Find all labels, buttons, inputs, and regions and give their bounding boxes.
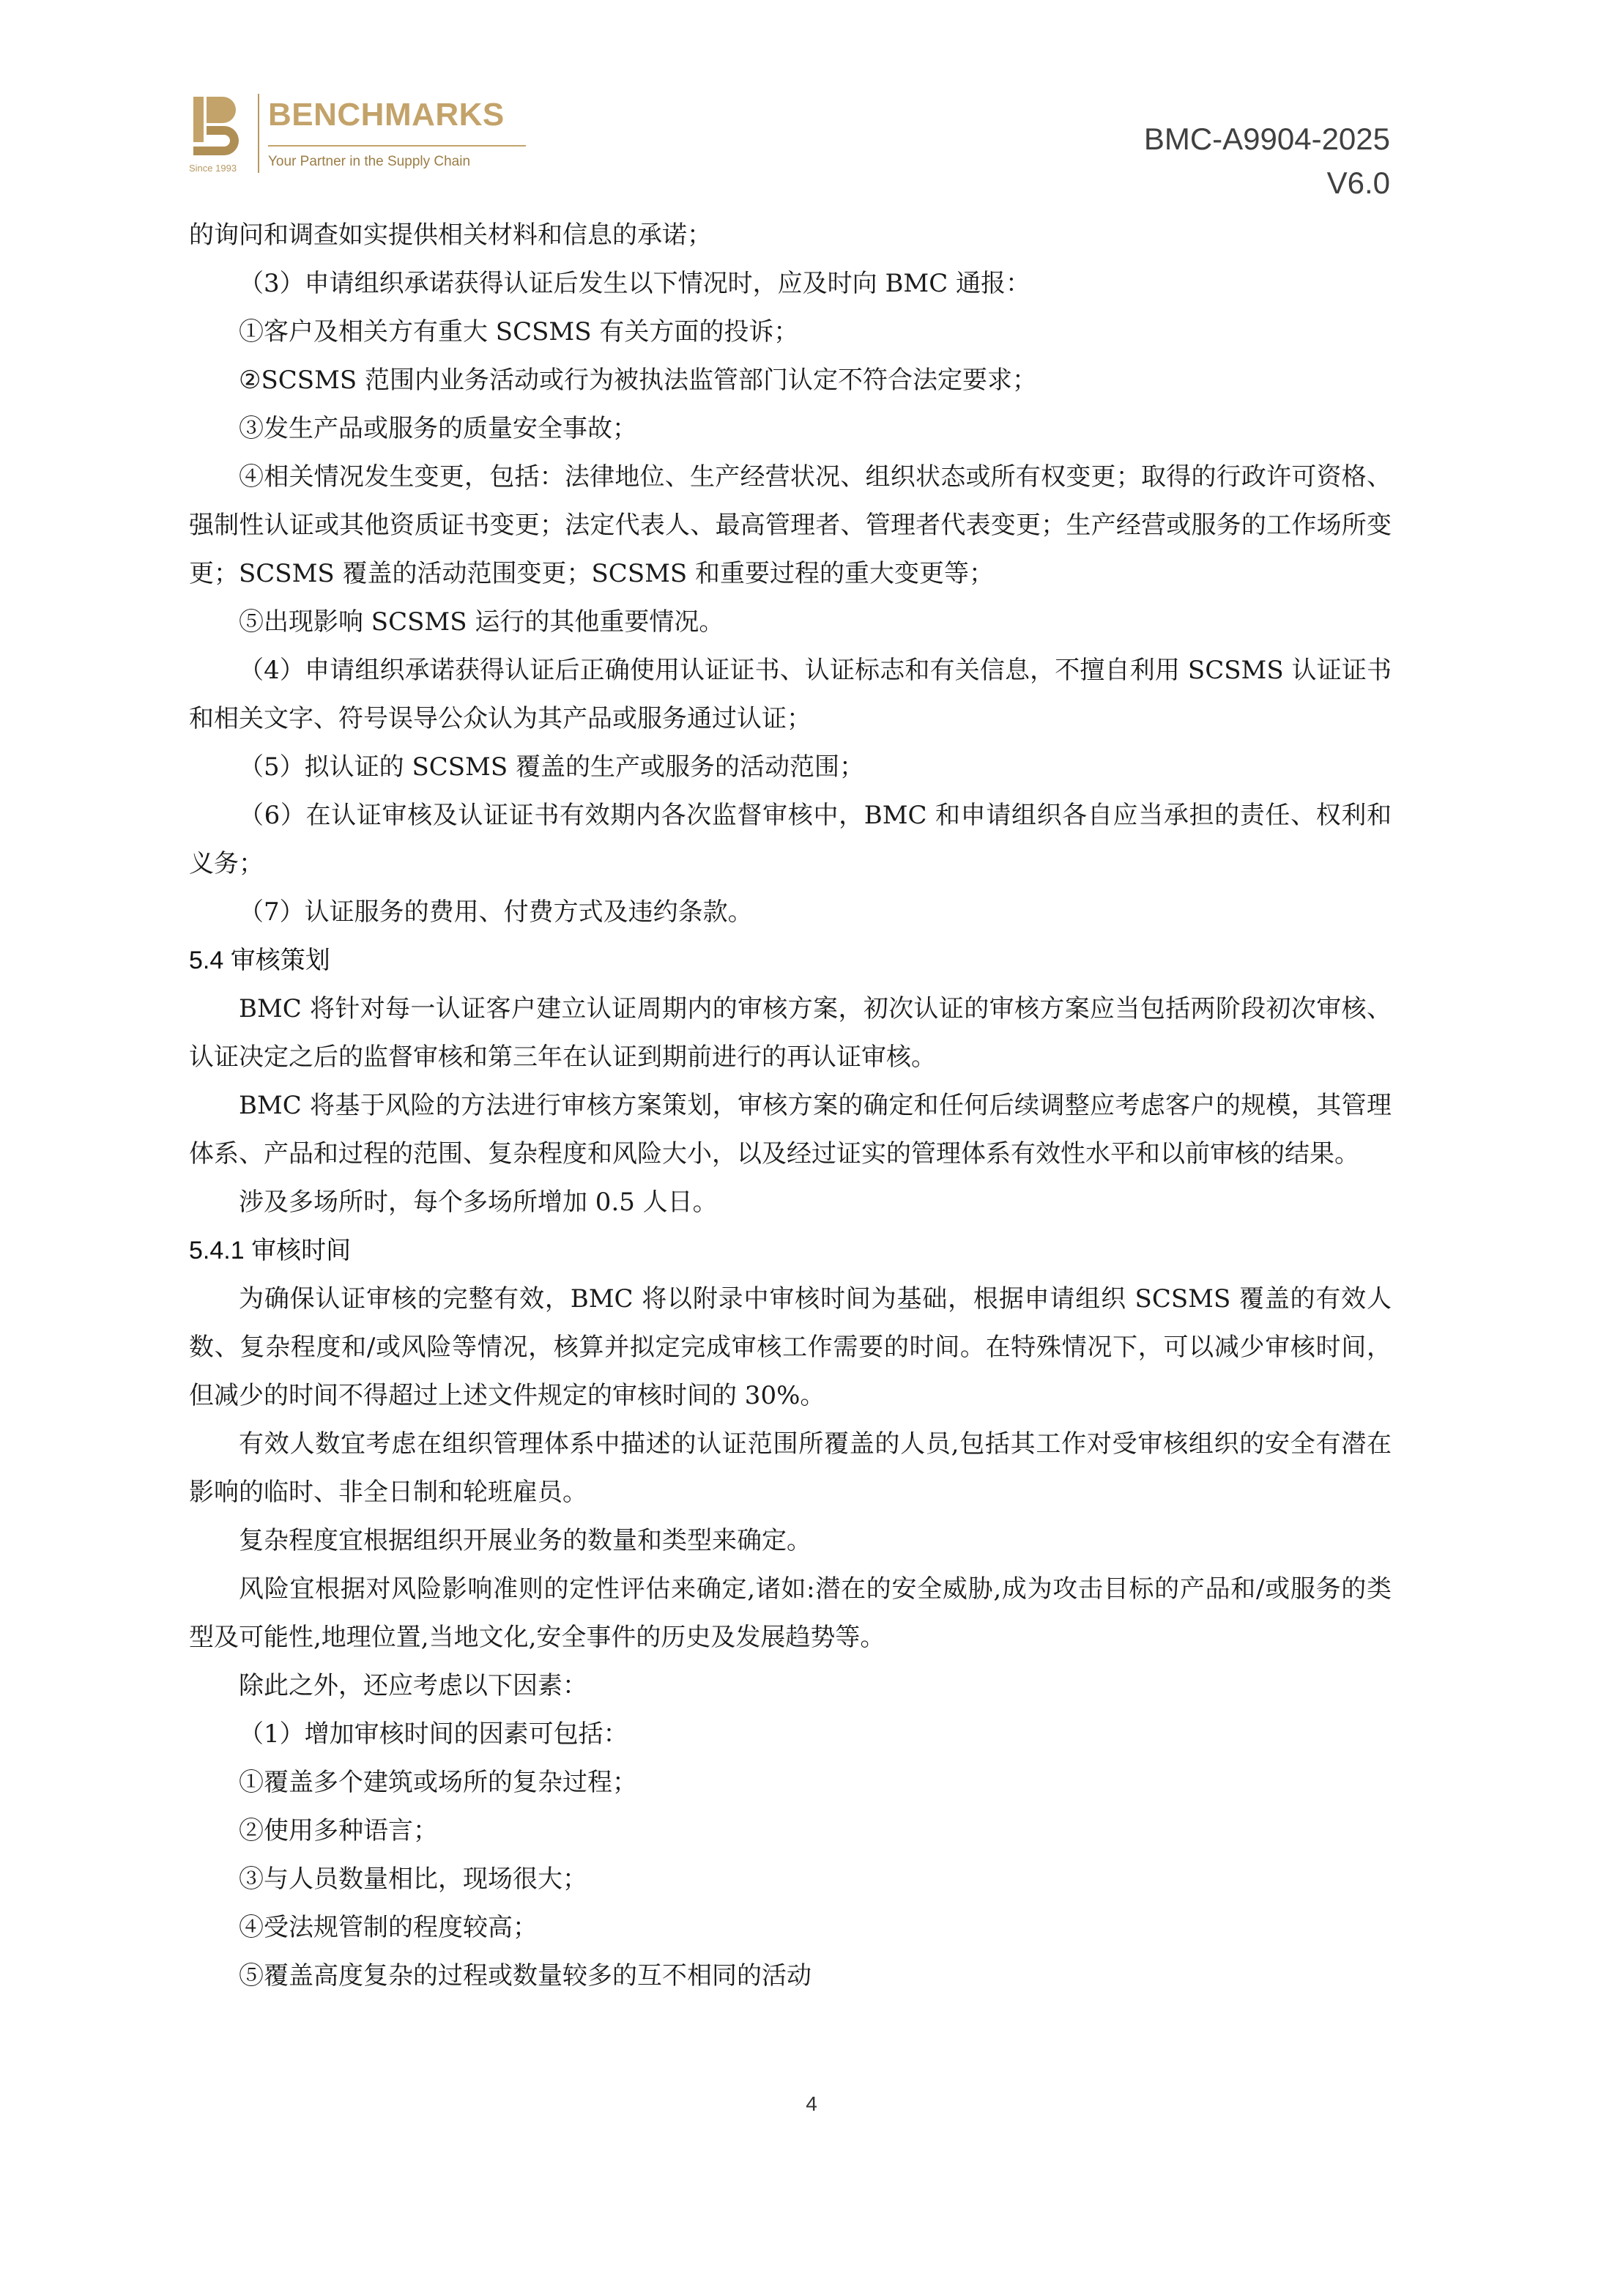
document-code-block <box>1144 117 1390 205</box>
body-paragraph: 除此之外，还应考虑以下因素： <box>239 1671 587 1700</box>
body-paragraph: 的询问和调查如实提供相关材料和信息的承诺； <box>189 221 712 250</box>
logo-divider <box>258 94 259 173</box>
body-paragraph: ④相关情况发生变更，包括：法律地位、生产经营状况、组织状态或所有权变更；取得的行政许可资格、强制性认证或其他资质证书变更；法定代表人、最高管理者、管理者代表变更；生产经营或服务的工作场所变更；SCSMS 覆盖的活动范围变更；SCSMS 和重要过程的重大变更等； <box>189 462 1392 588</box>
document-body <box>189 211 1392 2000</box>
body-paragraph: （4）申请组织承诺获得认证后正确使用认证证书、认证标志和有关信息，不擅自利用 SCSMS 认证证书和相关文字、符号误导公众认为其产品或服务通过认证； <box>189 656 1392 733</box>
body-paragraph: （6）在认证审核及认证证书有效期内各次监督审核中，BMC 和申请组织各自应当承担的责任、权利和义务； <box>189 801 1392 878</box>
logo-since-text: Since 1993 <box>189 163 237 174</box>
body-paragraph: 复杂程度宜根据组织开展业务的数量和类型来确定。 <box>239 1526 812 1555</box>
body-paragraph: 涉及多场所时，每个多场所增加 0.5 人日。 <box>239 1188 718 1217</box>
body-paragraph: ①客户及相关方有重大 SCSMS 有关方面的投诉； <box>239 317 799 347</box>
body-paragraph: 风险宜根据对风险影响准则的定性评估来确定,诸如:潜在的安全威胁,成为攻击目标的产品和/或服务的类型及可能性,地理位置,当地文化,安全事件的历史及发展趋势等。 <box>189 1574 1392 1652</box>
page-number: 4 <box>806 2092 817 2115</box>
body-paragraph: 为确保认证审核的完整有效，BMC 将以附录中审核时间为基础，根据申请组织 SCSMS 覆盖的有效人数、复杂程度和/或风险等情况，核算并拟定完成审核工作需要的时间。在特殊情况下，可以减少审核时间，但减少的时间不得超过上述文件规定的审核时间的 30%。 <box>189 1284 1392 1410</box>
body-paragraph: （5）拟认证的 SCSMS 覆盖的生产或服务的活动范围； <box>239 752 864 782</box>
logo-brand-name: BENCHMARKS <box>268 97 505 133</box>
benchmarks-logo-icon <box>189 94 242 160</box>
body-paragraph: ②SCSMS 范围内业务活动或行为被执法监管部门认定不符合法定要求； <box>239 366 1037 395</box>
body-paragraph: （7）认证服务的费用、付费方式及违约条款。 <box>239 897 753 927</box>
document-version: V6.0 <box>1326 166 1390 200</box>
section-heading: 5.4.1 审核时间 <box>189 1237 352 1264</box>
body-paragraph: ⑤出现影响 SCSMS 运行的其他重要情况。 <box>239 607 724 637</box>
section-heading: 5.4 审核策划 <box>189 947 330 974</box>
body-paragraph: 有效人数宜考虑在组织管理体系中描述的认证范围所覆盖的人员,包括其工作对受审核组织的安全有潜在影响的临时、非全日制和轮班雇员。 <box>189 1429 1392 1507</box>
body-paragraph: ③发生产品或服务的质量安全事故； <box>239 414 637 443</box>
body-paragraph: BMC 将基于风险的方法进行审核方案策划，审核方案的确定和任何后续调整应考虑客户的规模，其管理体系、产品和过程的范围、复杂程度和风险大小，以及经过证实的管理体系有效性水平和以前审核的结果。 <box>189 1091 1392 1169</box>
body-paragraph: ④受法规管制的程度较高； <box>239 1913 538 1942</box>
body-paragraph: ⑤覆盖高度复杂的过程或数量较多的互不相同的活动 <box>239 1961 812 1991</box>
body-paragraph: ②使用多种语言； <box>239 1816 438 1845</box>
body-paragraph: （3）申请组织承诺获得认证后发生以下情况时，应及时向 BMC 通报： <box>239 269 1031 298</box>
document-number: BMC-A9904-2025 <box>1143 122 1390 156</box>
logo-underline <box>268 145 526 147</box>
body-paragraph: （1）增加审核时间的因素可包括： <box>239 1719 628 1749</box>
body-paragraph: BMC 将针对每一认证客户建立认证周期内的审核方案，初次认证的审核方案应当包括两阶段初次审核、认证决定之后的监督审核和第三年在认证到期前进行的再认证审核。 <box>189 994 1392 1072</box>
company-logo <box>189 91 533 179</box>
body-paragraph: ③与人员数量相比，现场很大； <box>239 1864 587 1894</box>
body-paragraph: ①覆盖多个建筑或场所的复杂过程； <box>239 1768 637 1797</box>
logo-tagline: Your Partner in the Supply Chain <box>268 154 471 169</box>
